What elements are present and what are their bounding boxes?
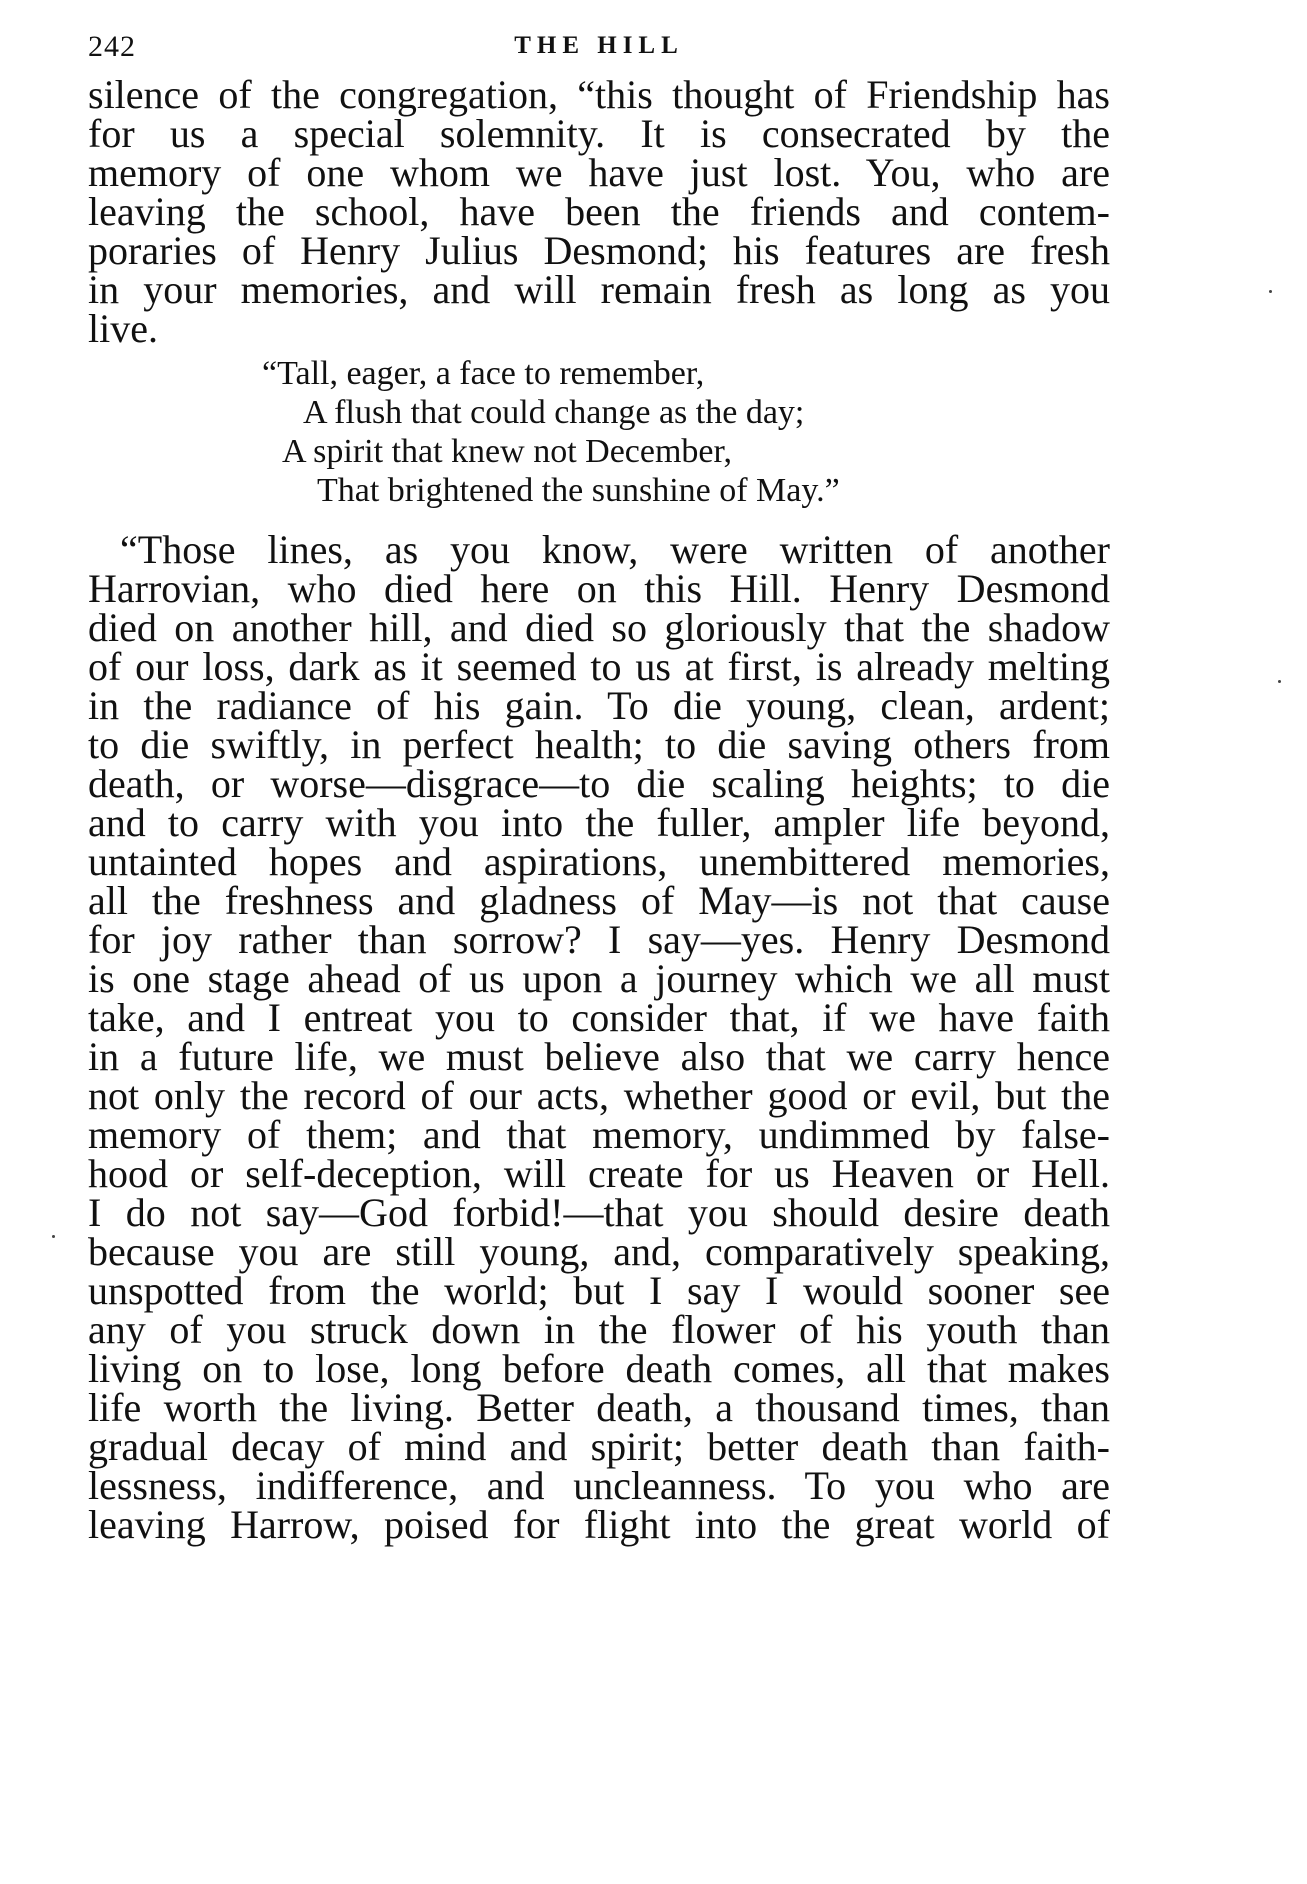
text-line: lessness, indifference, and uncleanness. To you who are (88, 1463, 1110, 1508)
verse-line: A flush that could change as the day; (303, 394, 805, 431)
text-line: any of you struck down in the flower of his youth than (88, 1307, 1110, 1352)
text-line: to die swiftly, in perfect health; to die saving others from (88, 722, 1110, 767)
text-line: died on another hill, and died so gloriously that the shadow (88, 605, 1110, 650)
text-line: hood or self-deception, will create for us Heaven or Hell. (88, 1151, 1110, 1196)
text-line: and to carry with you into the fuller, ampler life beyond, (88, 800, 1110, 845)
text-line: memory of them; and that memory, undimmed by false- (88, 1112, 1110, 1157)
text-line: because you are still young, and, comparatively speaking, (88, 1229, 1110, 1274)
paper-speck (1278, 680, 1281, 683)
text-line: silence of the congregation, “this thought of Friendship has (88, 72, 1110, 117)
text-line: death, or worse—disgrace—to die scaling heights; to die (88, 761, 1110, 806)
text-line: Harrovian, who died here on this Hill. Henry Desmond (88, 566, 1110, 611)
text-line: all the freshness and gladness of May—is not that cause (88, 878, 1110, 923)
text-line: “Those lines, as you know, were written of another (120, 527, 1110, 572)
text-line: leaving Harrow, poised for flight into the great world of (88, 1502, 1110, 1547)
text-line: not only the record of our acts, whether good or evil, but the (88, 1073, 1110, 1118)
page-number: 242 (88, 30, 136, 63)
text-line: memory of one whom we have just lost. You, who are (88, 150, 1110, 195)
text-line: life worth the living. Better death, a thousand times, than (88, 1385, 1110, 1430)
text-line: in your memories, and will remain fresh as long as you (88, 267, 1110, 312)
text-line: for joy rather than sorrow? I say—yes. Henry Desmond (88, 917, 1110, 962)
text-line: in the radiance of his gain. To die young, clean, ardent; (88, 683, 1110, 728)
text-line: untainted hopes and aspirations, unembittered memories, (88, 839, 1110, 884)
text-line: live. (88, 306, 158, 351)
text-line: poraries of Henry Julius Desmond; his features are fresh (88, 228, 1110, 273)
text-line: unspotted from the world; but I say I would sooner see (88, 1268, 1110, 1313)
verse-line: That brightened the sunshine of May.” (317, 472, 840, 509)
text-line: I do not say—God forbid!—that you should desire death (88, 1190, 1110, 1235)
text-line: of our loss, dark as it seemed to us at first, is already melting (88, 644, 1110, 689)
paper-speck (1269, 290, 1272, 293)
paper-speck (52, 1235, 55, 1238)
text-line: in a future life, we must believe also that we carry hence (88, 1034, 1110, 1079)
text-line: for us a special solemnity. It is consecrated by the (88, 111, 1110, 156)
running-title: THE HILL (514, 32, 684, 59)
verse-line: A spirit that knew not December, (282, 433, 732, 470)
text-line: gradual decay of mind and spirit; better death than faith- (88, 1424, 1110, 1469)
text-line: is one stage ahead of us upon a journey which we all must (88, 956, 1110, 1001)
verse-line: “Tall, eager, a face to remember, (262, 355, 705, 392)
text-line: living on to lose, long before death comes, all that makes (88, 1346, 1110, 1391)
text-line: leaving the school, have been the friends and contem- (88, 189, 1110, 234)
text-line: take, and I entreat you to consider that, if we have faith (88, 995, 1110, 1040)
